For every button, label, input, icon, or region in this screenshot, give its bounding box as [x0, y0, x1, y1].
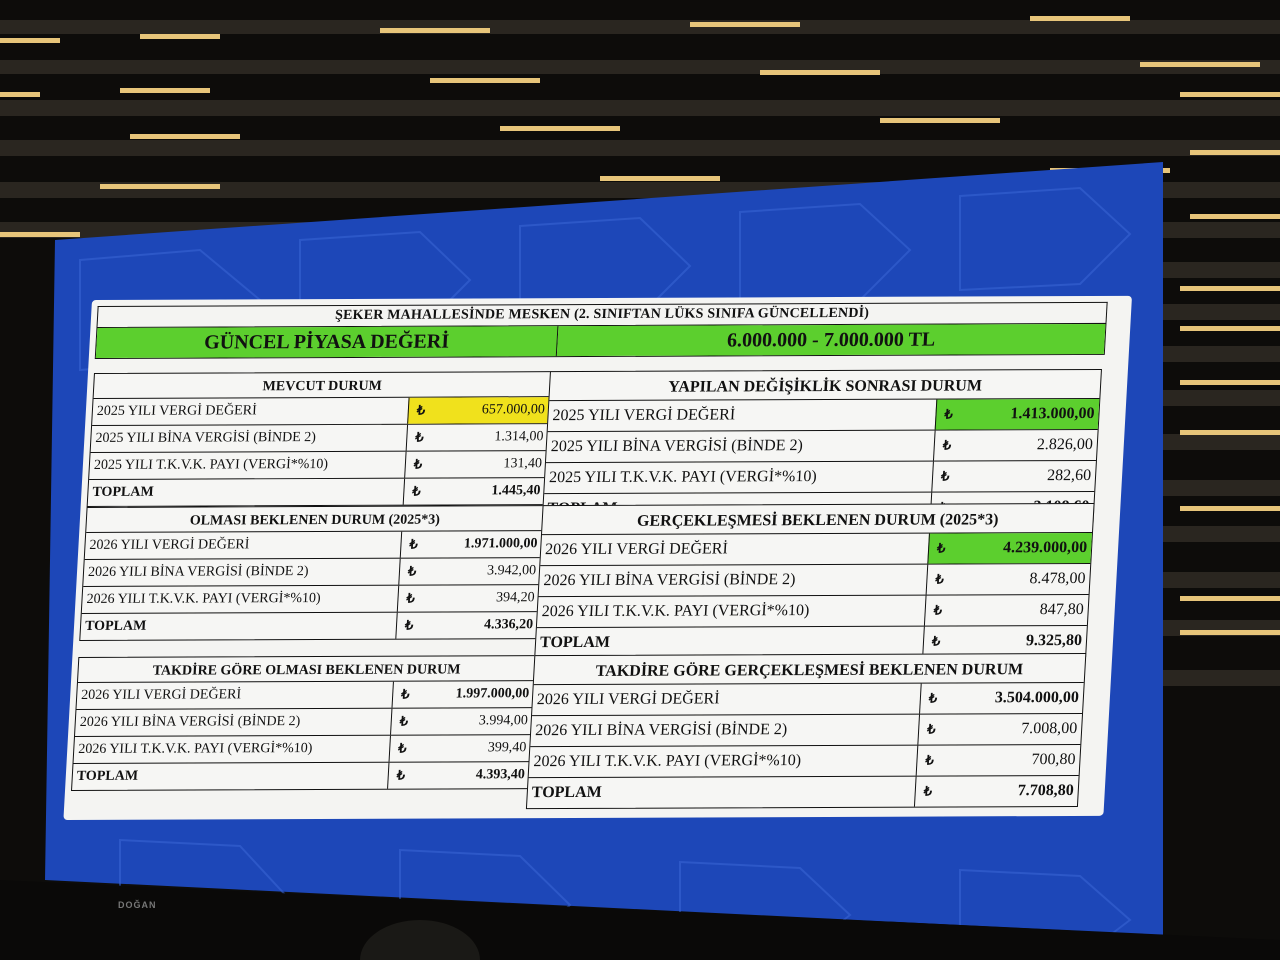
- table-row-total: [527, 776, 1079, 808]
- currency-icon: ₺: [928, 690, 938, 706]
- row-value: [400, 531, 542, 558]
- row-value: [407, 397, 549, 424]
- row-value: [924, 595, 1089, 626]
- row-value: [406, 424, 548, 451]
- currency-icon: ₺: [409, 536, 419, 552]
- table-row: [532, 683, 1084, 716]
- row-label: 2026 YILI VERGİ DEĞERİ: [80, 687, 242, 703]
- currency-icon: ₺: [406, 590, 416, 606]
- panel-yapilan-degisiklik: [542, 369, 1102, 525]
- row-amount: 131,40: [502, 456, 543, 472]
- row-label: 2026 YILI BİNA VERGİSİ (BİNDE 2): [542, 571, 796, 590]
- row-label: 2026 YILI VERGİ DEĞERİ: [544, 540, 729, 559]
- currency-icon: ₺: [397, 740, 407, 756]
- slide-card: [63, 296, 1132, 820]
- row-value: [927, 533, 1092, 564]
- currency-icon: ₺: [400, 686, 410, 702]
- row-value: [916, 745, 1081, 776]
- panel-takdire-olmasi: [71, 655, 536, 791]
- table-row: [76, 681, 533, 710]
- row-label: 2025 YILI T.K.V.K. PAYI (VERGİ*%10): [93, 457, 329, 473]
- row-value: [922, 626, 1087, 657]
- panels-grid: [76, 369, 1104, 802]
- row-amount: 1.971.000,00: [463, 536, 538, 552]
- currency-icon: ₺: [940, 468, 950, 484]
- panel-title: GERÇEKLEŞMESİ BEKLENEN DURUM (2025*3): [542, 504, 1094, 535]
- table-row: [539, 564, 1091, 597]
- row-label: 2026 YILI T.K.V.K. PAYI (VERGİ*%10): [86, 591, 322, 607]
- row-label: 2026 YILI BİNA VERGİSİ (BİNDE 2): [534, 721, 788, 740]
- row-value: [931, 461, 1096, 492]
- row-amount: 657.000,00: [481, 402, 546, 418]
- table-row: [548, 399, 1100, 432]
- row-label: 2025 YILI BİNA VERGİSİ (BİNDE 2): [550, 437, 804, 456]
- row-value: [389, 735, 531, 762]
- table-row: [73, 735, 530, 764]
- row-amount: 3.942,00: [486, 563, 537, 579]
- panel-title: MEVCUT DURUM: [94, 372, 551, 399]
- panel-olmasi-beklenen: [79, 505, 544, 641]
- row-value: [403, 478, 545, 505]
- row-amount: 3.994,00: [478, 713, 529, 729]
- brand-logo: DOĞAN: [118, 900, 157, 910]
- market-value-range: 6.000.000 - 7.000.000 TL: [557, 324, 1106, 356]
- row-label: 2026 YILI T.K.V.K. PAYI (VERGİ*%10): [541, 602, 810, 621]
- row-amount: 1.413.000,00: [1010, 404, 1096, 423]
- table-row: [529, 745, 1081, 778]
- currency-icon: ₺: [936, 540, 946, 556]
- row-value: [933, 430, 1098, 461]
- row-amount: 4.336,20: [483, 617, 534, 633]
- row-amount: 4.393,40: [475, 767, 526, 783]
- currency-icon: ₺: [416, 402, 426, 418]
- table-row-total: [88, 478, 545, 506]
- row-value: [392, 681, 534, 708]
- currency-icon: ₺: [399, 713, 409, 729]
- table-row: [85, 531, 542, 560]
- table-row: [530, 714, 1082, 747]
- row-amount: 8.478,00: [1028, 569, 1086, 588]
- row-amount: 1.997.000,00: [455, 686, 530, 702]
- row-value: [395, 612, 537, 639]
- row-label: 2026 YILI BİNA VERGİSİ (BİNDE 2): [79, 714, 301, 730]
- table-row: [91, 424, 548, 453]
- row-label: TOPLAM: [539, 633, 611, 652]
- currency-icon: ₺: [413, 456, 423, 472]
- row-label: 2025 YILI T.K.V.K. PAYI (VERGİ*%10): [548, 468, 818, 487]
- currency-icon: ₺: [404, 617, 414, 633]
- currency-icon: ₺: [407, 563, 417, 579]
- currency-icon: ₺: [942, 437, 952, 453]
- table-row: [537, 595, 1089, 628]
- currency-icon: ₺: [933, 602, 943, 618]
- row-label: TOPLAM: [92, 484, 155, 500]
- currency-icon: ₺: [935, 571, 945, 587]
- table-row: [83, 558, 540, 587]
- table-row: [546, 430, 1098, 463]
- table-row: [540, 533, 1092, 566]
- panel-title: OLMASI BEKLENEN DURUM (2025*3): [86, 506, 543, 533]
- row-amount: 700,80: [1031, 750, 1076, 769]
- row-amount: 3.504.000,00: [994, 688, 1080, 707]
- row-value: [914, 776, 1079, 807]
- table-row: [544, 461, 1096, 494]
- row-amount: 7.008,00: [1020, 719, 1078, 738]
- row-label: 2026 YILI T.K.V.K. PAYI (VERGİ*%10): [77, 741, 313, 757]
- currency-icon: ₺: [944, 406, 954, 422]
- slide-content: [76, 302, 1108, 802]
- table-row: [82, 585, 539, 614]
- row-label: TOPLAM: [76, 768, 139, 784]
- panel-takdire-gerceklesmesi: [526, 653, 1086, 809]
- currency-icon: ₺: [414, 429, 425, 445]
- currency-icon: ₺: [923, 783, 933, 799]
- row-value: [398, 558, 540, 585]
- row-label: 2025 YILI BİNA VERGİSİ (BİNDE 2): [94, 430, 317, 446]
- row-amount: 282,60: [1046, 466, 1092, 485]
- row-label: 2025 YILI VERGİ DEĞERİ: [96, 403, 258, 419]
- row-value: [390, 708, 532, 735]
- row-label: 2026 YILI BİNA VERGİSİ (BİNDE 2): [87, 564, 309, 580]
- row-value: [935, 399, 1100, 430]
- currency-icon: ₺: [926, 721, 936, 737]
- row-amount: 1.314,00: [493, 429, 544, 445]
- panel-gerceklesmesi-beklenen: [534, 503, 1094, 659]
- currency-icon: ₺: [412, 483, 422, 499]
- row-amount: 394,20: [495, 590, 535, 606]
- row-label: TOPLAM: [531, 783, 603, 802]
- table-row: [92, 397, 549, 426]
- row-value: [404, 451, 546, 478]
- row-amount: 1.445,40: [491, 483, 541, 499]
- currency-icon: ₺: [396, 767, 406, 783]
- row-label: TOPLAM: [84, 618, 147, 634]
- slide-title: ŞEKER MAHALLESİNDE MESKEN (2. SINIFTAN LÜKS SINIFA GÜNCELLENDİ): [97, 302, 1108, 327]
- row-amount: 9.325,80: [1025, 631, 1083, 650]
- panel-title: TAKDİRE GÖRE GERÇEKLEŞMESİ BEKLENEN DURUM: [534, 654, 1086, 685]
- row-amount: 7.708,80: [1017, 781, 1075, 800]
- row-value: [919, 683, 1084, 714]
- market-value-row: [95, 323, 1107, 359]
- table-row: [75, 708, 532, 737]
- row-value: [917, 714, 1082, 745]
- row-label: 2025 YILI VERGİ DEĞERİ: [552, 406, 736, 425]
- row-amount: 847,80: [1039, 600, 1085, 619]
- table-row-total: [72, 762, 529, 790]
- market-value-label: GÜNCEL PİYASA DEĞERİ: [96, 326, 559, 358]
- row-value: [926, 564, 1091, 595]
- row-amount: 2.826,00: [1036, 435, 1094, 454]
- row-amount: 4.239.000,00: [1002, 538, 1088, 557]
- row-label: 2026 YILI VERGİ DEĞERİ: [536, 690, 721, 709]
- row-amount: 399,40: [487, 740, 527, 756]
- row-label: 2026 YILI VERGİ DEĞERİ: [89, 537, 250, 553]
- currency-icon: ₺: [931, 633, 941, 649]
- row-value: [397, 585, 539, 612]
- table-row-total: [80, 612, 537, 640]
- panel-mevcut-durum: [87, 371, 552, 507]
- currency-icon: ₺: [925, 752, 935, 768]
- row-value: [387, 762, 529, 789]
- panel-title: TAKDİRE GÖRE OLMASI BEKLENEN DURUM: [78, 656, 535, 683]
- row-label: 2026 YILI T.K.V.K. PAYI (VERGİ*%10): [533, 752, 802, 771]
- table-row: [89, 451, 546, 480]
- panel-title: YAPILAN DEĞİŞİKLİK SONRASI DURUM: [549, 370, 1101, 401]
